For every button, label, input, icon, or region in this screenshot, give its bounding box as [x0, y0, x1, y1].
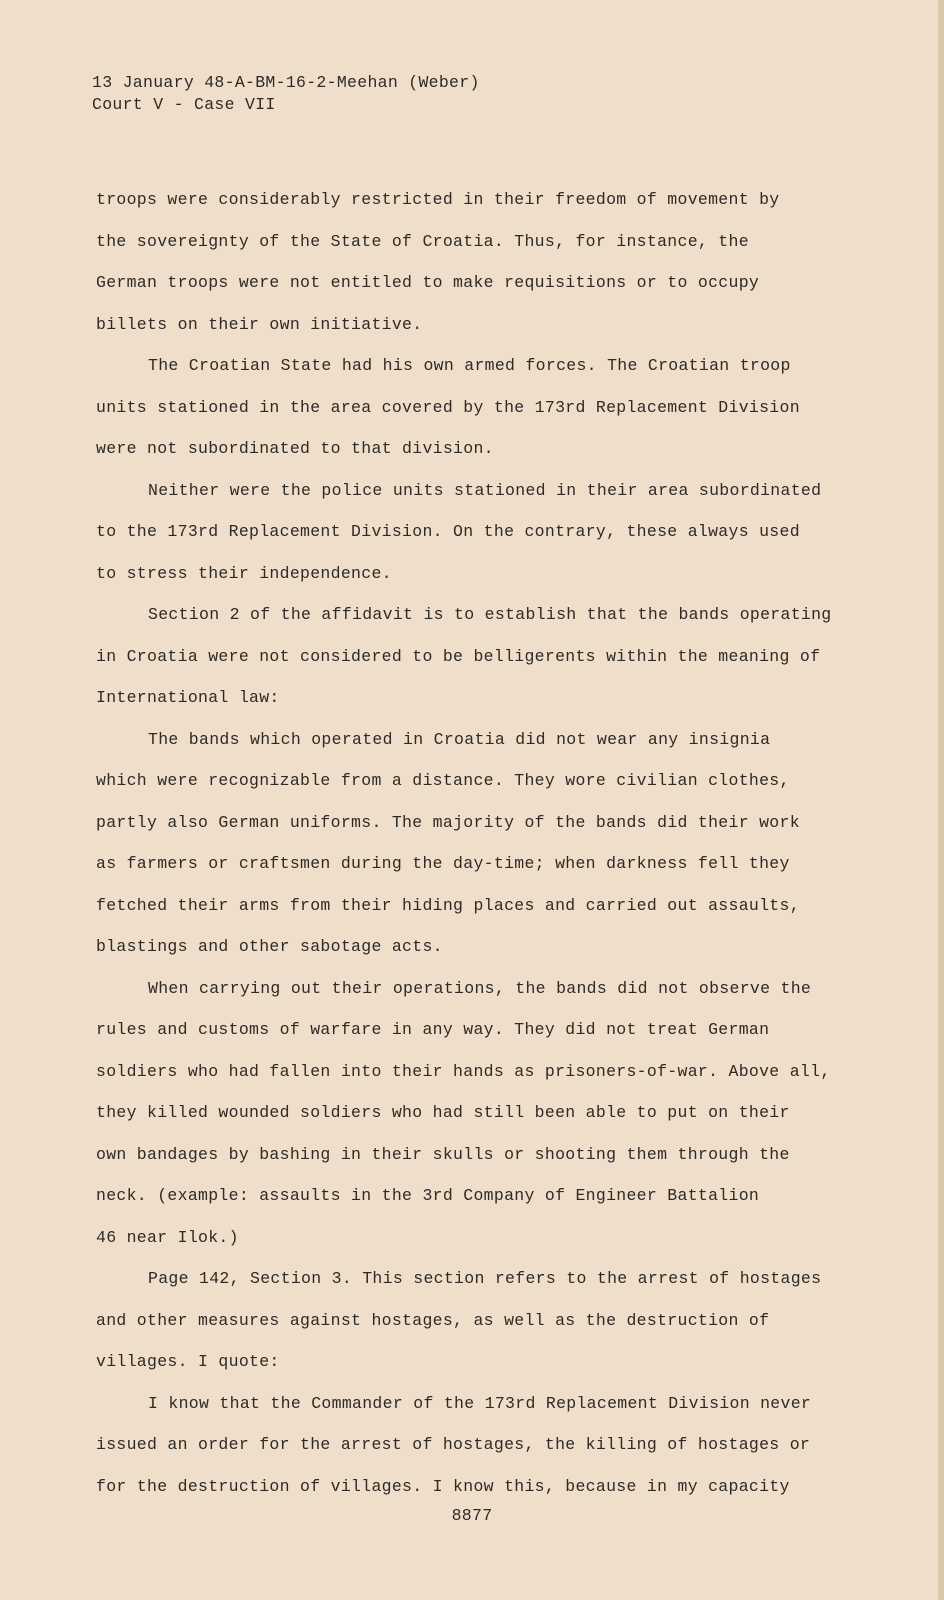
body-line: to stress their independence.	[96, 563, 392, 583]
body-line: Neither were the police units stationed in their area subordinated	[148, 480, 822, 500]
body-line: Page 142, Section 3. This section refers to the arrest of hostages	[148, 1269, 822, 1288]
body-line: units stationed in the area covered by the 173rd Replacement Division	[96, 397, 800, 417]
body-line: which were recognizable from a distance. They wore civilian clothes,	[96, 771, 790, 790]
body-line: for the destruction of villages. I know this, because in my capacity	[96, 1476, 790, 1496]
page-edge	[938, 0, 944, 1600]
body-line: 46 near Ilok.)	[96, 1227, 239, 1247]
body-line: fetched their arms from their hiding places and carried out assaults,	[96, 895, 800, 915]
body-line: to the 173rd Replacement Division. On the contrary, these always used	[96, 522, 800, 541]
body-line: billets on their own initiative.	[96, 314, 423, 334]
body-line: partly also German uniforms. The majority of the bands did their work	[96, 812, 800, 832]
body-line: neck. (example: assaults in the 3rd Company of Engineer Battalion	[96, 1186, 760, 1205]
body-line: The bands which operated in Croatia did not wear any insignia	[148, 729, 771, 749]
body-line: soldiers who had fallen into their hands as prisoners-of-war. Above all,	[96, 1061, 831, 1081]
body-line: rules and customs of warfare in any way. They did not treat German	[96, 1020, 770, 1039]
header-reference-line: 13 January 48-A-BM-16-2-Meehan (Weber)	[92, 73, 480, 92]
body-line: were not subordinated to that division.	[96, 439, 494, 458]
body-line: Section 2 of the affidavit is to establish that the bands operating	[148, 605, 832, 624]
document-body	[96, 190, 856, 1518]
body-line: in Croatia were not considered to be belligerents within the meaning of	[96, 646, 821, 666]
body-line: blastings and other sabotage acts.	[96, 937, 443, 956]
body-line: own bandages by bashing in their skulls or shooting them through the	[96, 1144, 790, 1164]
body-line: issued an order for the arrest of hostages, the killing of hostages or	[96, 1435, 811, 1454]
body-line: The Croatian State had his own armed forces. The Croatian troop	[148, 356, 791, 375]
body-line: International law:	[96, 688, 280, 707]
body-line: I know that the Commander of the 173rd Replacement Division never	[148, 1393, 812, 1413]
page-number: 8877	[451, 1506, 493, 1525]
body-line: the sovereignty of the State of Croatia. Thus, for instance, the	[96, 231, 749, 251]
body-line: as farmers or craftsmen during the day-time; when darkness fell they	[96, 854, 790, 873]
body-line: they killed wounded soldiers who had still been able to put on their	[96, 1103, 790, 1122]
body-line: villages. I quote:	[96, 1352, 280, 1371]
body-line: and other measures against hostages, as well as the destruction of	[96, 1310, 770, 1330]
document-header	[92, 72, 480, 116]
body-line: troops were considerably restricted in their freedom of movement by	[96, 190, 780, 209]
header-court-line: Court V - Case VII	[92, 95, 276, 114]
body-line: When carrying out their operations, the bands did not observe the	[148, 978, 812, 998]
body-line: German troops were not entitled to make requisitions or to occupy	[96, 273, 760, 292]
